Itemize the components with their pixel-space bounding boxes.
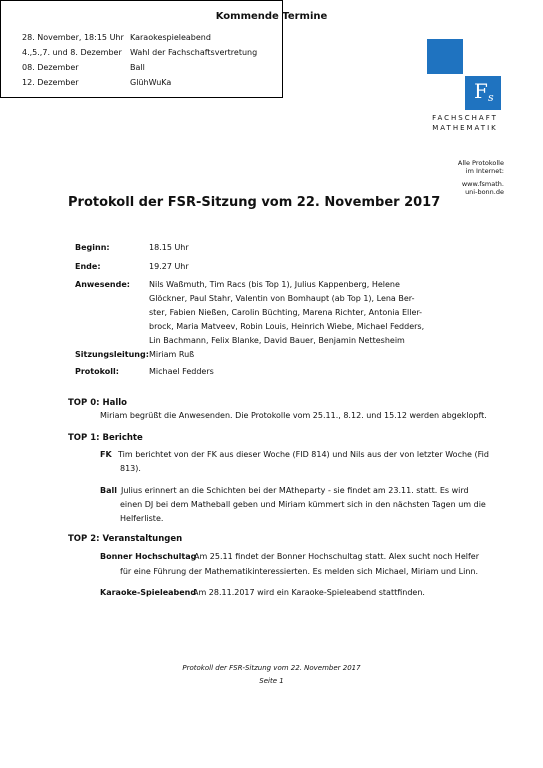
sidenote-line: Alle Protokolle	[457, 159, 504, 167]
attendees-line: Lin Bachmann, Felix Blanke, David Bauer, Benjamin Nettesheim	[149, 336, 405, 345]
item-label: Ball	[100, 486, 117, 495]
item-label: FK	[100, 450, 112, 459]
page-number: Seite 1	[259, 677, 284, 685]
logo-square-top	[427, 39, 463, 74]
meta-value: Miriam Ruß	[149, 350, 195, 359]
logo-text-mathematik: MATHEMATIK	[432, 124, 498, 132]
meta-label: Sitzungsleitung:	[75, 350, 149, 359]
event-date: 12. Dezember	[22, 78, 79, 87]
event-row	[22, 63, 145, 72]
attendees-line: ster, Fabien Nießen, Carolin Büchting, Marena Richter, Antonia Eller-	[149, 308, 423, 317]
sidenote-link[interactable]: uni-bonn.de	[465, 188, 504, 196]
meta-label: Protokoll:	[75, 367, 119, 376]
event-date: 28. November, 18:15 Uhr	[22, 33, 124, 42]
event-date: 08. Dezember	[22, 63, 79, 72]
sidenote-line: im Internet:	[465, 167, 504, 175]
top-heading: TOP 2: Veranstaltungen	[68, 534, 183, 544]
attendees-line: brock, Maria Matveev, Robin Louis, Heinrich Wiebe, Michael Fedders,	[149, 322, 425, 331]
item-label: Bonner Hochschultag	[100, 552, 197, 561]
meta-label: Anwesende:	[75, 280, 130, 289]
event-name: GlühWuKa	[130, 78, 172, 87]
sidenote-link[interactable]: www.fsmath.	[461, 180, 504, 188]
paragraph-line: Miriam begrüßt die Anwesenden. Die Protokolle vom 25.11., 8.12. und 15.12 werden abgeklopft.	[100, 411, 487, 420]
top-heading: TOP 0: Hallo	[68, 398, 128, 408]
event-row	[22, 33, 211, 42]
page-footer: Protokoll der FSR-Sitzung vom 22. November 2017	[182, 664, 361, 672]
event-name: Karaokespieleabend	[130, 33, 211, 42]
paragraph-line: 813).	[120, 464, 141, 473]
event-name: Ball	[130, 63, 145, 72]
meta-value: 18.15 Uhr	[149, 243, 189, 252]
event-row	[22, 48, 257, 57]
upcoming-events-box	[0, 0, 328, 98]
logo-text-fachschaft: FACHSCHAFT	[432, 114, 498, 122]
paragraph-line: einen DJ bei dem Matheball geben und Miriam kümmert sich in den nächsten Tagen um die	[120, 500, 486, 509]
top-heading: TOP 1: Berichte	[68, 433, 143, 443]
upcoming-events-title: Kommende Termine	[215, 11, 328, 22]
fs-logo-icon: F s	[474, 79, 494, 104]
paragraph-line: Julius erinnert an die Schichten bei der MAtheparty - sie findet am 23.11. statt. Es wird	[121, 486, 469, 495]
event-name: Wahl der Fachschaftsvertretung	[130, 48, 258, 57]
page-title: Protokoll der FSR-Sitzung vom 22. November 2017	[68, 195, 441, 210]
paragraph-line: Helferliste.	[120, 514, 164, 523]
event-row	[22, 78, 171, 87]
meta-label: Ende:	[75, 262, 101, 271]
item-label: Karaoke-Spieleabend	[100, 588, 197, 597]
meta-value: 19.27 Uhr	[149, 262, 189, 271]
paragraph-line: für eine Führung der Mathematikinteressierten. Es melden sich Michael, Miriam und Linn.	[120, 567, 479, 576]
meta-value: Michael Fedders	[149, 367, 214, 376]
meta-label: Beginn:	[75, 243, 110, 252]
attendees-line: Glöckner, Paul Stahr, Valentin von Bomhaupt (ab Top 1), Lena Ber-	[149, 294, 415, 303]
paragraph-line: Am 25.11 findet der Bonner Hochschultag statt. Alex sucht noch Helfer	[194, 552, 479, 561]
paragraph-line: Am 28.11.2017 wird ein Karaoke-Spieleabend stattfinden.	[193, 588, 425, 597]
event-date: 4.,5.,7. und 8. Dezember	[22, 48, 122, 57]
attendees-line: Nils Waßmuth, Tim Racs (bis Top 1), Julius Kappenberg, Helene	[149, 280, 400, 289]
paragraph-line: Tim berichtet von der FK aus dieser Woche (FID 814) und Nils aus der von letzter Woche (Fid	[118, 450, 489, 459]
